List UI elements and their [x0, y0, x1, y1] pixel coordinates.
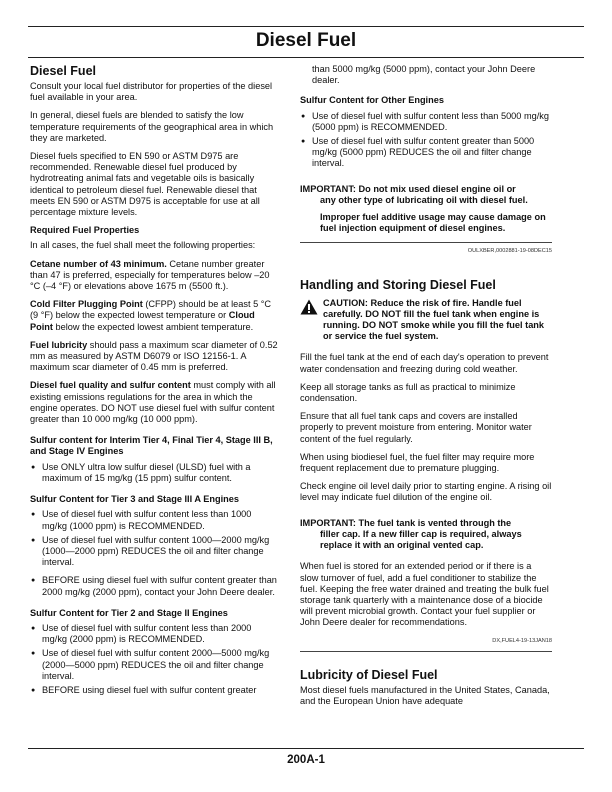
- list-item: ● Use of diesel fuel with sulfur content greater than 5000 mg/kg (5000 ppm) REDUCES the oil and filter change interval.: [300, 136, 552, 170]
- paragraph: Fill the fuel tank at the end of each day's operation to prevent water condensation and freezing during cold weather.: [300, 352, 549, 374]
- cetane-paragraph: Cetane number of 43 minimum. Cetane number greater than 47 is preferred, especially for temperatures below –20 °C (–4 °F) or elevations above 1675 m (5500 ft.).: [30, 258, 270, 292]
- paragraph: In general, diesel fuels are blended to satisfy the low temperature requirements of the geographical area in which they are marketed.: [30, 110, 274, 143]
- list-item: ● Use of diesel fuel with sulfur content 1000—2000 mg/kg (1000—2000 ppm) REDUCES the oil and filter change interval.: [30, 535, 278, 569]
- cfpp-term: Cold Filter Plugging Point: [30, 299, 143, 310]
- left-column: [30, 64, 278, 699]
- list-item: ● BEFORE using diesel fuel with sulfur content greater: [30, 685, 278, 696]
- page-number: 200A-1: [287, 754, 325, 766]
- section-heading-handling: Handling and Storing Diesel Fuel: [300, 277, 496, 292]
- lubricity-paragraph: Fuel lubricity should pass a maximum scar diameter of 0.52 mm as measured by ASTM D6079 or ISO 12156-1. A maximum scar diameter of 0.45 mm is preferred.: [30, 339, 278, 373]
- subheading-required-properties: Required Fuel Properties: [30, 225, 140, 236]
- cetane-term: Cetane number of 43 minimum.: [30, 258, 167, 269]
- list-item: ● Use of diesel fuel with sulfur content less than 1000 mg/kg (1000 ppm) is RECOMMENDED.: [30, 509, 278, 531]
- section-heading-diesel-fuel: Diesel Fuel: [30, 64, 96, 78]
- paragraph: Most diesel fuels manufactured in the United States, Canada, and the European Union have adequate: [300, 684, 550, 706]
- quality-paragraph: Diesel fuel quality and sulfur content must comply with all existing emissions regulations for the area in which the engine operates. DO NOT use diesel fuel with sulfur content greater than 10 000 mg/kg (10 000 ppm).: [30, 380, 276, 425]
- top-rule: [28, 26, 584, 27]
- caution-block: [300, 298, 552, 343]
- cloud-point-term: Cloud Point: [30, 310, 255, 332]
- subheading-tier2: Sulfur Content for Tier 2 and Stage II Engines: [30, 607, 228, 618]
- list-item: ● Use of diesel fuel with sulfur content 2000—5000 mg/kg (2000—5000 ppm) REDUCES the oil and filter change interval.: [30, 648, 278, 682]
- important-note-additive: Improper fuel additive usage may cause damage on fuel injection equipment of diesel engines.: [320, 212, 546, 234]
- subheading-tier4: Sulfur content for Interim Tier 4, Final Tier 4, Stage III B, and Stage IV Engines: [30, 435, 273, 457]
- paragraph: Keep all storage tanks as full as practical to minimize condensation.: [300, 381, 516, 404]
- reference-code: DX,FUEL4-19-13JAN18: [492, 637, 552, 644]
- paragraph: Diesel fuels specified to EN 590 or ASTM D975 are recommended. Renewable diesel fuel produced by hydrotreating animal fats and vegetable oils is basically identical to petroleum diesel fuel. Renewable diesel that meets EN 590 or ASTM D975 is acceptable for use at all percentage mixture levels.: [30, 151, 260, 218]
- paragraph: Check engine oil level daily prior to starting engine. A rising oil level may indicate fuel dilution of the engine oil.: [300, 481, 552, 503]
- footer-rule: [28, 748, 584, 749]
- important-note-oil-cont: any other type of lubricating oil with diesel fuel.: [320, 194, 528, 205]
- caution-text: CAUTION: Reduce the risk of fire. Handle fuel carefully. DO NOT fill the fuel tank when engine is running. DO NOT smoke while you fill the fuel tank or service the fuel system.: [323, 297, 545, 342]
- paragraph: Consult your local fuel distributor for properties of the diesel fuel available in your area.: [30, 81, 273, 103]
- paragraph: When fuel is stored for an extended period or if there is a slow turnover of fuel, add a fuel conditioner to stabilize the fuel. Keeping the free water drained and treating the bulk fuel storage tank quarterly with a maintenance dose of a biocide will prevent microbial growth. Contact your fuel supplier or John Deere dealer for recommendations.: [300, 561, 549, 628]
- right-column: [300, 64, 552, 714]
- reference-code: OULXBER,0002881-19-08DEC15: [467, 248, 552, 255]
- paragraph: When using biodiesel fuel, the fuel filter may require more frequent replacement due to premature plugging.: [300, 451, 535, 474]
- lubricity-term: Fuel lubricity: [30, 339, 88, 350]
- quality-term: Diesel fuel quality and sulfur content: [30, 380, 191, 391]
- section-divider: [300, 242, 552, 243]
- section-heading-lubricity: Lubricity of Diesel Fuel: [300, 667, 438, 682]
- title-rule: [28, 57, 584, 58]
- section-divider: [300, 651, 552, 652]
- warning-triangle-icon: [300, 299, 318, 315]
- paragraph: In all cases, the fuel shall meet the following properties:: [30, 240, 256, 251]
- list-item: ● Use of diesel fuel with sulfur content less than 2000 mg/kg (2000 ppm) is RECOMMENDED.: [30, 623, 278, 645]
- important-note-vent: IMPORTANT: The fuel tank is vented through the: [300, 517, 512, 528]
- important-note-oil: IMPORTANT: Do not mix used diesel engine oil or: [300, 183, 516, 194]
- subheading-tier3: Sulfur Content for Tier 3 and Stage III A Engines: [30, 494, 239, 505]
- important-note-vent-cont: filler cap. If a new filler cap is required, always replace it with an original vented cap.: [320, 528, 522, 551]
- list-item: ● Use ONLY ultra low sulfur diesel (ULSD) fuel with a maximum of 15 mg/kg (15 ppm) sulfur content.: [30, 462, 278, 484]
- page-title: Diesel Fuel: [255, 30, 357, 51]
- cfpp-paragraph: Cold Filter Plugging Point (CFPP) should be at least 5 °C (9 °F) below the expected lowest temperature or Cloud Point below the expected lowest ambient temperature.: [30, 299, 272, 332]
- list-item: ● BEFORE using diesel fuel with sulfur content greater than 2000 mg/kg (2000 ppm), contact your John Deere dealer.: [30, 575, 278, 597]
- list-continuation: than 5000 mg/kg (5000 ppm), contact your John Deere dealer.: [312, 64, 536, 86]
- subheading-other-engines: Sulfur Content for Other Engines: [300, 95, 444, 106]
- list-item: ● Use of diesel fuel with sulfur content less than 5000 mg/kg (5000 ppm) is RECOMMENDED.: [300, 111, 552, 133]
- paragraph: Ensure that all fuel tank caps and covers are installed properly to prevent moisture from entering. Monitor water content of the fuel regularly.: [300, 411, 532, 444]
